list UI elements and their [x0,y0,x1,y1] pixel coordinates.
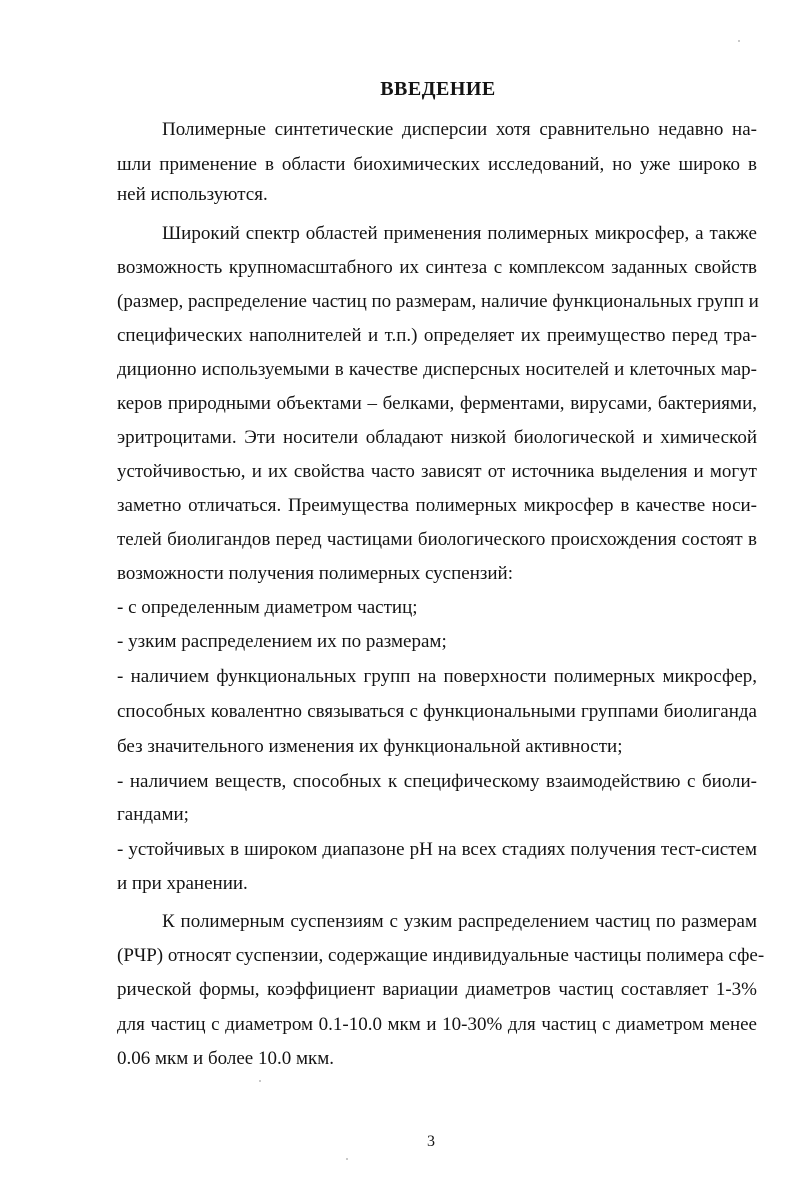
text-line: без значительного изменения их функциональной активности; [117,736,623,757]
text-line: рической формы, коэффициент вариации диаметров частиц составляет 1-3% [117,979,757,1000]
text-line: возможности получения полимерных суспензий: [117,563,513,584]
text-line: диционно используемыми в качестве дисперсных носителей и клеточных мар- [117,359,757,380]
text-line: (размер, распределение частиц по размерам, наличие функциональных групп и [117,291,759,312]
list-item: - узким распределением их по размерам; [117,631,447,652]
text-line: и при хранении. [117,873,248,894]
text-line: заметно отличаться. Преимущества полимерных микросфер в качестве носи- [117,495,757,516]
list-item: - устойчивых в широком диапазоне pH на всех стадиях получения тест-систем [117,839,757,860]
text-line: Полимерные синтетические дисперсии хотя сравнительно недавно на- [162,119,757,140]
list-item: - наличием функциональных групп на поверхности полимерных микросфер, [117,666,757,687]
scan-speck [346,1158,348,1160]
text-line: возможность крупномасштабного их синтеза с комплексом заданных свойств [117,257,757,278]
text-line: Широкий спектр областей применения полимерных микросфер, а также [162,223,757,244]
text-line: гандами; [117,804,189,825]
text-line: шли применение в области биохимических исследований, но уже широко в [117,154,757,175]
list-item: - с определенным диаметром частиц; [117,597,418,618]
scan-speck [738,40,740,42]
page-number: 3 [427,1133,435,1150]
text-line: телей биолигандов перед частицами биологического происхождения состоят в [117,529,757,550]
scan-speck [259,1080,261,1082]
text-line: для частиц с диаметром 0.1-10.0 мкм и 10-30% для частиц с диаметром менее [117,1014,757,1035]
section-heading: ВВЕДЕНИЕ [380,78,496,100]
text-line: К полимерным суспензиям с узким распределением частиц по размерам [162,911,757,932]
text-line: специфических наполнителей и т.п.) определяет их преимущество перед тра- [117,325,757,346]
text-line: 0.06 мкм и более 10.0 мкм. [117,1048,334,1069]
list-item: - наличием веществ, способных к специфическому взаимодействию с биоли- [117,771,757,792]
text-line: эритроцитами. Эти носители обладают низкой биологической и химической [117,427,757,448]
text-line: способных ковалентно связываться с функциональными группами биолиганда [117,701,757,722]
text-line: (РЧР) относят суспензии, содержащие индивидуальные частицы полимера сфе- [117,945,765,966]
text-line: ней используются. [117,184,268,205]
text-line: устойчивостью, и их свойства часто зависят от источника выделения и могут [117,461,757,482]
text-line: керов природными объектами – белками, ферментами, вирусами, бактериями, [117,393,757,414]
